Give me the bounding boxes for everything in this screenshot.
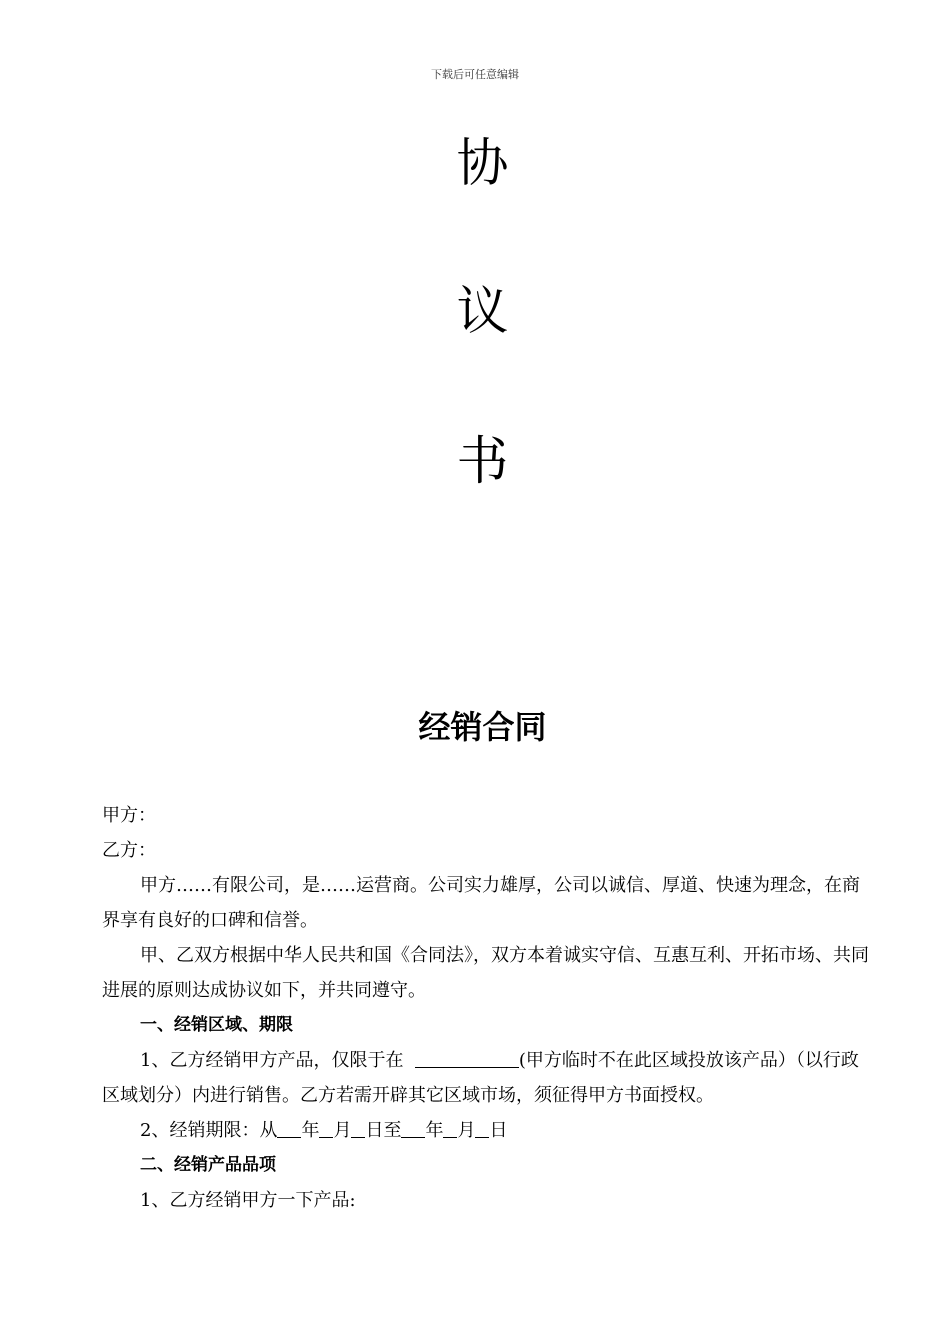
page-header: 下载后可任意编辑 xyxy=(431,68,519,81)
end-year-blank xyxy=(401,1119,425,1138)
section-1-heading: 一、经销区域、期限 xyxy=(140,1015,293,1035)
clause-1-2-text: 2、经销期限：从 xyxy=(140,1120,278,1141)
clause-1-1-text-b: (甲方临时不在此区域投放该产品）（以行政区域划分）内进行销售。乙方若需开辟其它区域市场，须征得甲方书面授权。 xyxy=(102,1050,859,1106)
intro-paragraph-1: 甲方……有限公司，是……运营商。公司实力雄厚，公司以诚信、厚道、快速为理念，在商界享有良好的口碑和信誉。 xyxy=(102,875,860,931)
section-2-heading: 二、经销产品品项 xyxy=(140,1155,276,1175)
clause-1-1-text-a: 1、乙方经销甲方产品，仅限于在 xyxy=(140,1050,404,1071)
year-label: 年 xyxy=(301,1120,320,1141)
day-label-2: 日 xyxy=(489,1120,508,1141)
year-label-2: 年 xyxy=(425,1120,444,1141)
party-a-line: 甲方： xyxy=(102,805,156,826)
cover-char-3: 书 xyxy=(456,432,509,492)
contract-title: 经销合同 xyxy=(418,708,547,746)
region-blank xyxy=(415,1049,519,1068)
clause-1-2 xyxy=(102,1113,870,1148)
start-day-blank xyxy=(351,1119,365,1138)
party-b-line: 乙方： xyxy=(102,840,156,861)
month-label: 月 xyxy=(333,1120,352,1141)
clause-1-1 xyxy=(102,1043,870,1113)
cover-char-2: 议 xyxy=(456,282,509,342)
clause-2-1: 1、乙方经销甲方一下产品: xyxy=(140,1190,356,1211)
cover-char-1: 协 xyxy=(456,134,509,194)
end-month-blank xyxy=(443,1119,457,1138)
end-day-blank xyxy=(475,1119,489,1138)
month-label-2: 月 xyxy=(457,1120,476,1141)
start-year-blank xyxy=(277,1119,301,1138)
start-month-blank xyxy=(319,1119,333,1138)
intro-paragraph-2: 甲、乙双方根据中华人民共和国《合同法》，双方本着诚实守信、互惠互利、开拓市场、共同进展的原则达成协议如下，并共同遵守。 xyxy=(102,945,869,1001)
day-to-label: 日至 xyxy=(365,1120,402,1141)
contract-body xyxy=(102,798,870,1218)
